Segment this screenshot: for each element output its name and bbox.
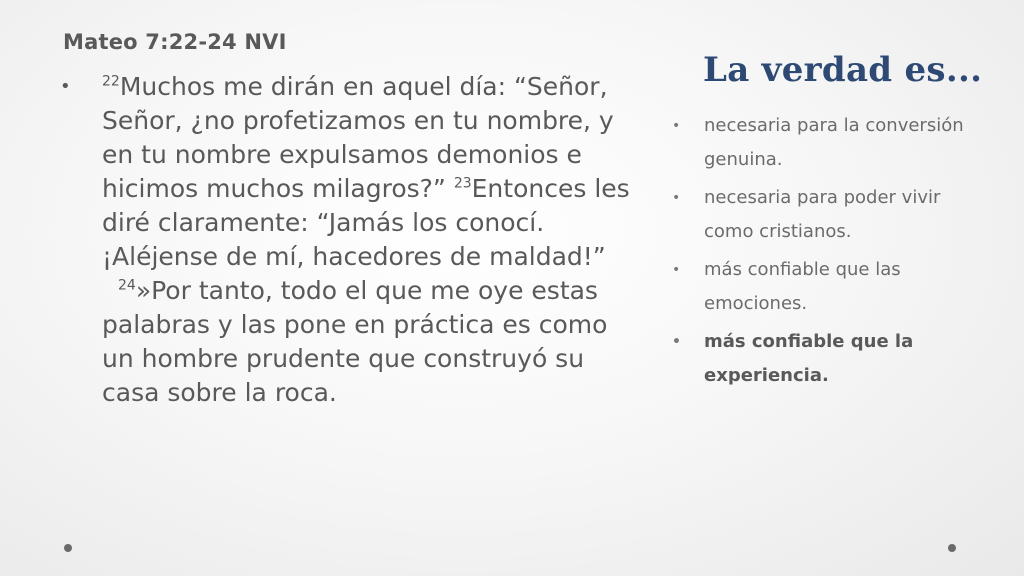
- decorative-dot-right: [948, 544, 956, 552]
- bullet-icon: •: [672, 190, 681, 206]
- verse-text-24: »Por tanto, todo el que me oye estas palabras y las pone en práctica es como un hombre prudente que construyó su casa sobre la roca.: [102, 276, 608, 407]
- verse-number-23: 23: [453, 175, 472, 192]
- verse-number-22: 22: [102, 73, 120, 90]
- decorative-dot-left: [64, 544, 72, 552]
- truth-point: [672, 253, 992, 321]
- truth-point-text: más confiable que la experiencia.: [704, 331, 914, 386]
- bullet-icon: •: [672, 262, 681, 278]
- bullet-icon: •: [60, 76, 71, 97]
- truth-point-text: más confiable que las emociones.: [704, 259, 901, 314]
- bullet-icon: •: [672, 334, 681, 350]
- scripture-passage: [60, 70, 635, 410]
- truth-points-list: [672, 109, 992, 397]
- truth-point-text: necesaria para la conversión genuina.: [704, 115, 964, 170]
- verse-text-23: Entonces les diré claramente: “Jamás los conocí. ¡Aléjense de mí, hacedores de maldad!”: [102, 174, 630, 271]
- truth-point-emphasized: [672, 325, 992, 393]
- verse-number-24: 24: [118, 277, 136, 294]
- truth-point-text: necesaria para poder vivir como cristianos.: [704, 187, 941, 242]
- truth-point: [672, 181, 992, 249]
- slide-title: La verdad es...: [703, 50, 983, 90]
- bullet-icon: •: [672, 118, 681, 134]
- scripture-text-list: [60, 70, 635, 410]
- truth-point: [672, 109, 992, 177]
- verse-text-22: Muchos me dirán en aquel día: “Señor, Señor, ¿no profetizamos en tu nombre, y en tu nombre expulsamos demonios e hicimos muchos milagros?”: [102, 72, 614, 203]
- scripture-reference: Mateo 7:22-24 NVI: [63, 30, 287, 54]
- verse-indent: [102, 276, 136, 305]
